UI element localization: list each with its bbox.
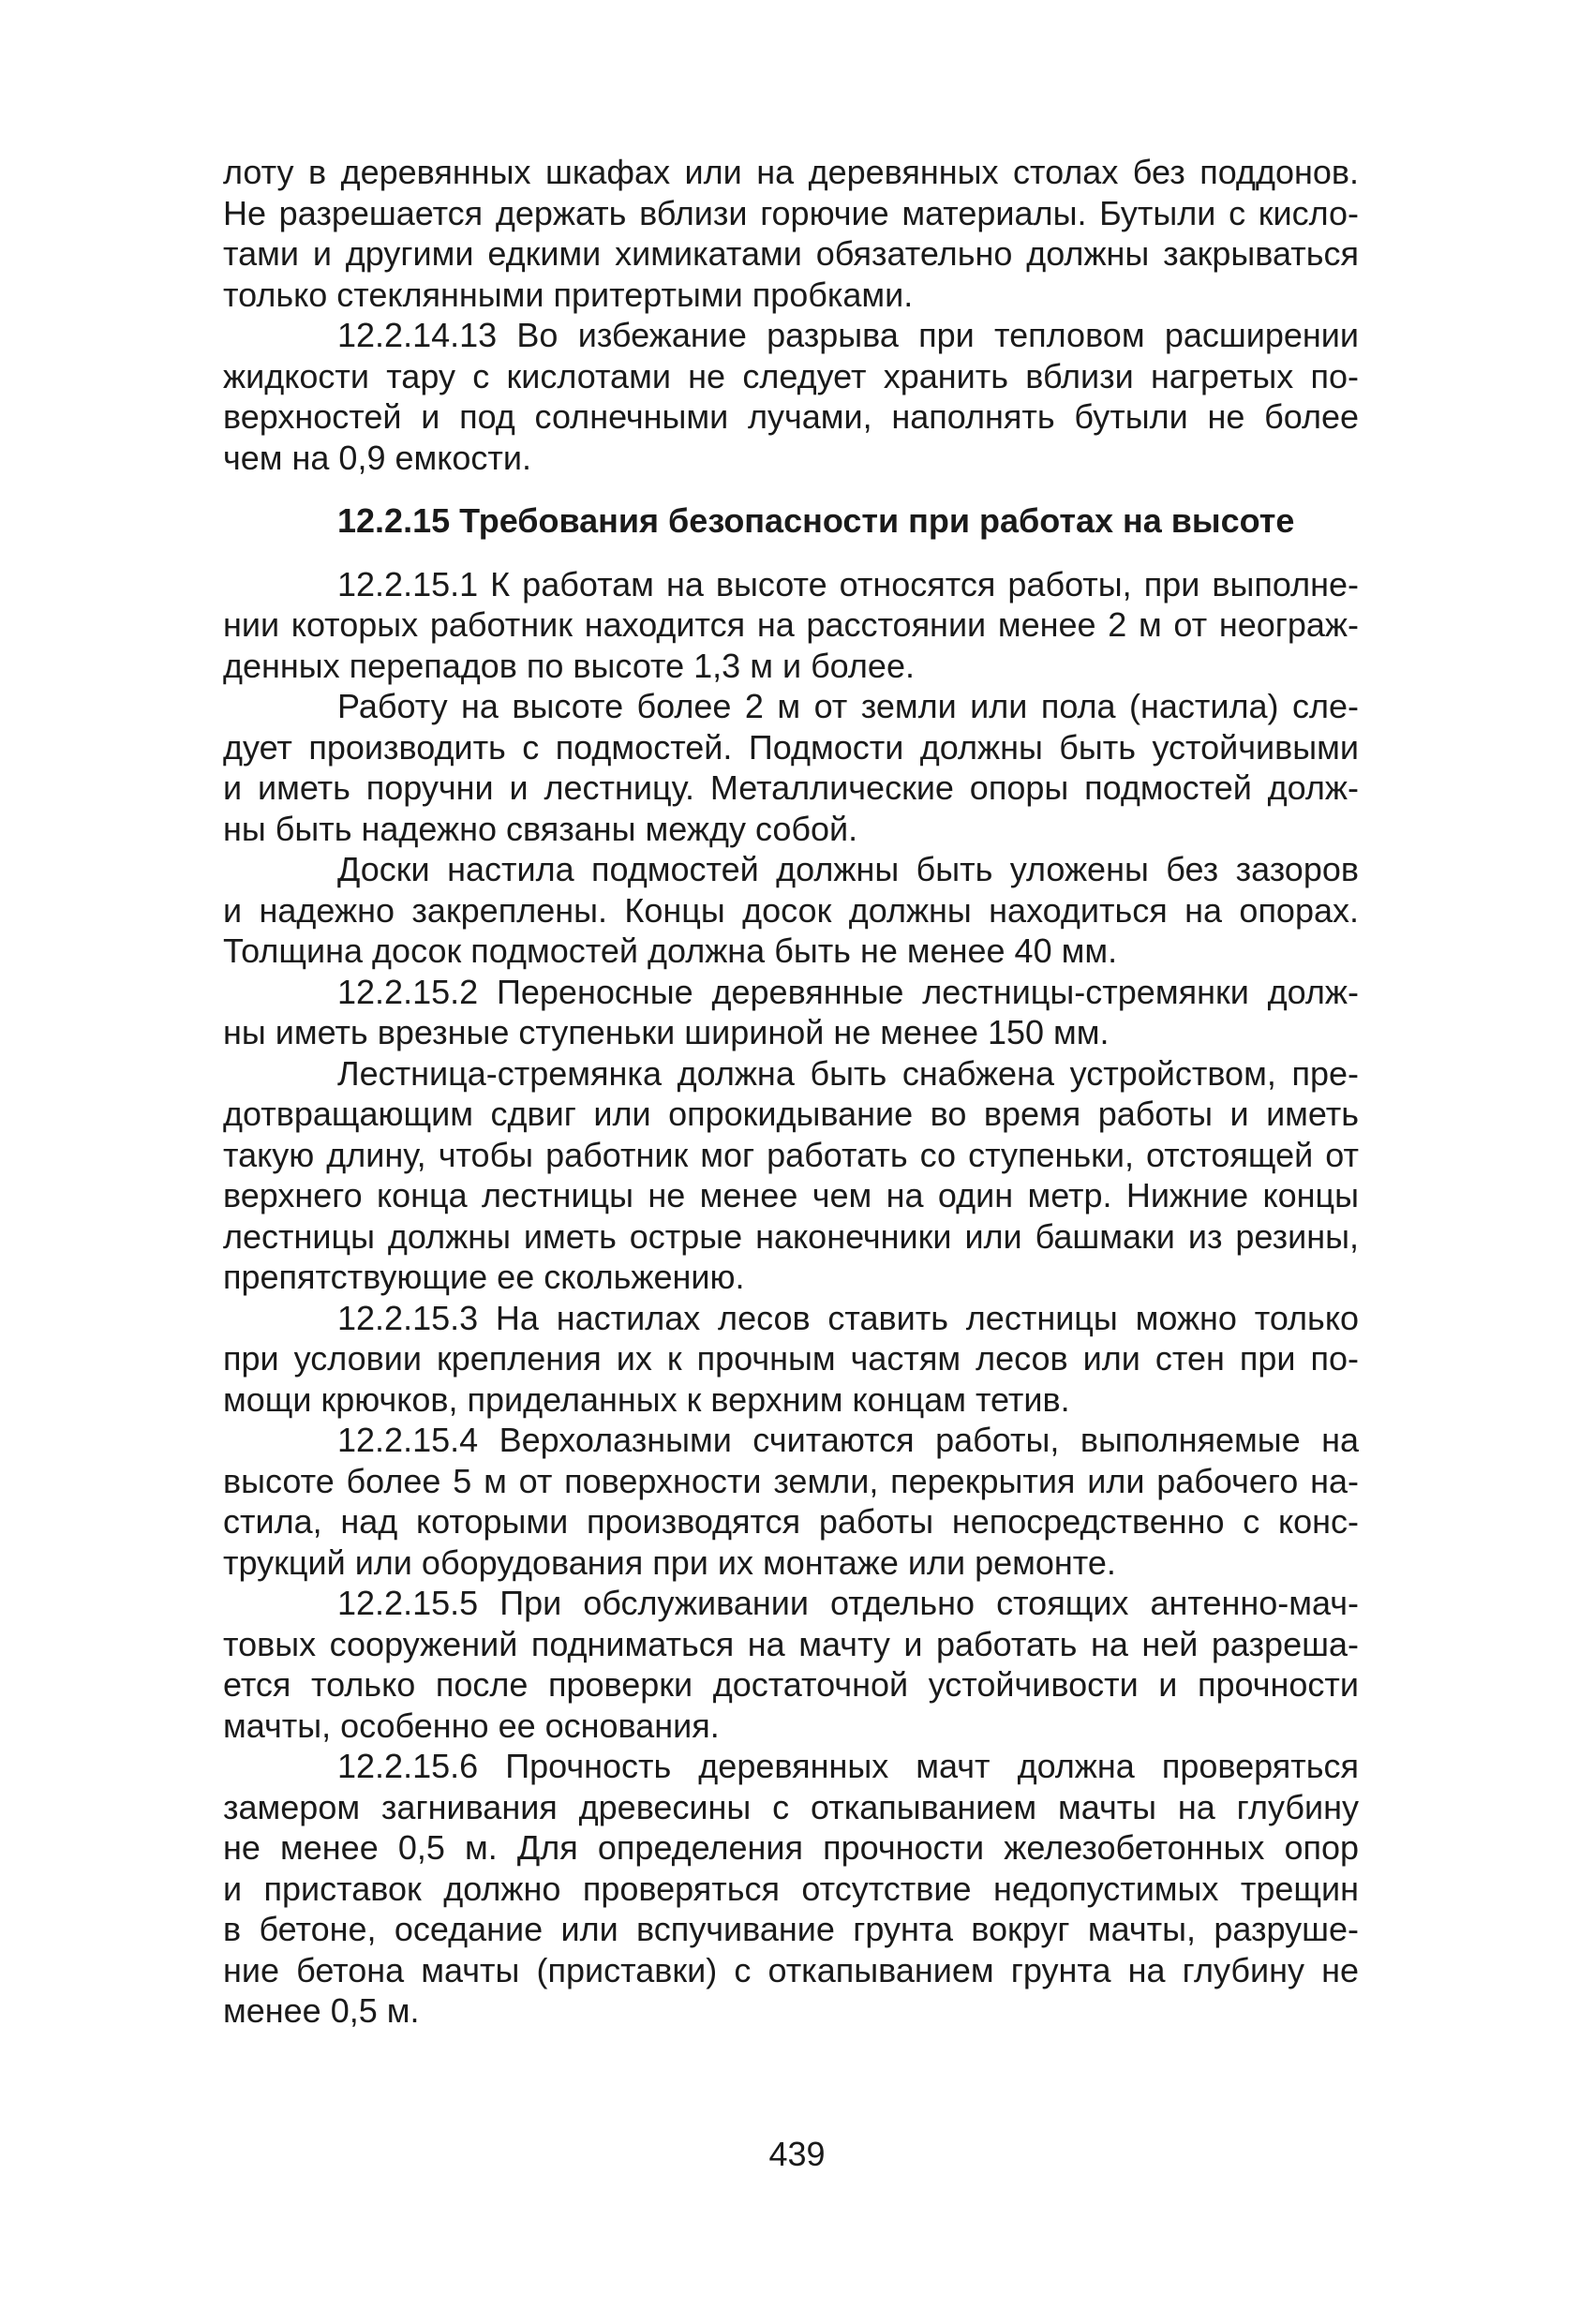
text-line: высоте более 5 м от поверхности земли, перекрытия или рабочего на- <box>223 1461 1359 1500</box>
text-line: жидкости тару с кислотами не следует хранить вблизи нагретых по- <box>223 356 1359 395</box>
text-line: чем на 0,9 емкости. <box>223 438 532 477</box>
text-line: Доски настила подмостей должны быть уложены без зазоров <box>337 850 1359 888</box>
text-line: ны быть надежно связаны между собой. <box>223 809 858 848</box>
text-line: мачты, особенно ее основания. <box>223 1706 720 1745</box>
text-line: дует производить с подмостей. Подмости должны быть устойчивыми <box>223 727 1359 767</box>
paragraph <box>223 1298 1359 1421</box>
text-line: Лестница-стремянка должна быть снабжена устройством, пре- <box>337 1053 1359 1093</box>
text-line: 12.2.15.3 На настилах лесов ставить лестницы можно только <box>337 1298 1359 1337</box>
text-line: лестницы должны иметь острые наконечники или башмаки из резины, <box>223 1216 1359 1256</box>
paragraph <box>223 1053 1359 1298</box>
text-line: такую длину, чтобы работник мог работать со ступеньки, отстоящей от <box>223 1135 1359 1174</box>
text-line: нии которых работник находится на расстоянии менее 2 м от неограж- <box>223 605 1359 644</box>
text-line: в бетоне, оседание или вспучивание грунта вокруг мачты, разруше- <box>223 1910 1359 1948</box>
text-line: дотвращающим сдвиг или опрокидывание во время работы и иметь <box>223 1095 1359 1133</box>
text-line: мощи крючков, приделанных к верхним концам тетив. <box>223 1379 1070 1419</box>
text-line: верхностей и под солнечными лучами, наполнять бутыли не более <box>223 397 1359 436</box>
text-line: стила, над которыми производятся работы непосредственно с конс- <box>223 1502 1359 1541</box>
page-body <box>223 152 1359 2032</box>
text-line: ется только после проверки достаточной устойчивости и прочности <box>223 1665 1359 1704</box>
text-line: 12.2.15.2 Переносные деревянные лестницы-стремянки долж- <box>337 972 1359 1011</box>
text-line: тами и другими едкими химикатами обязательно должны закрываться <box>223 234 1359 273</box>
text-line: только стеклянными притертыми пробками. <box>223 275 914 314</box>
text-line: верхнего конца лестницы не менее чем на один метр. Нижние концы <box>223 1176 1359 1214</box>
paragraph <box>223 564 1359 687</box>
text-line: трукций или оборудования при их монтаже или ремонте. <box>223 1542 1116 1582</box>
text-line: Толщина досок подмостей должна быть не менее 40 мм. <box>223 931 1118 970</box>
text-line: и приставок должно проверяться отсутствие недопустимых трещин <box>223 1869 1359 1908</box>
section-heading: 12.2.15 Требования безопасности при работах на высоте <box>337 501 1295 540</box>
text-line: при условии крепления их к прочным частям лесов или стен при по- <box>223 1339 1359 1378</box>
paragraph <box>223 686 1359 849</box>
text-line: товых сооружений подниматься на мачту и работать на ней разреша- <box>223 1624 1359 1663</box>
text-line: денных перепадов по высоте 1,3 м и более. <box>223 646 915 685</box>
paragraph <box>223 315 1359 478</box>
paragraph <box>223 1583 1359 1746</box>
text-line: ние бетона мачты (приставки) с откапыванием грунта на глубину не <box>223 1950 1359 1989</box>
text-line: 12.2.14.13 Во избежание разрыва при тепловом расширении <box>337 316 1359 354</box>
text-line: лоту в деревянных шкафах или на деревянных столах без поддонов. <box>223 153 1359 191</box>
paragraph <box>223 972 1359 1053</box>
text-line: 12.2.15.1 К работам на высоте относятся работы, при выполне- <box>337 564 1359 603</box>
paragraph <box>223 1746 1359 2032</box>
text-line: 12.2.15.4 Верхолазными считаются работы, выполняемые на <box>337 1421 1359 1459</box>
paragraph <box>223 849 1359 972</box>
page-number: 439 <box>768 2135 826 2173</box>
text-line: и надежно закреплены. Концы досок должны находиться на опорах. <box>223 890 1359 930</box>
text-line: ны иметь врезные ступеньки шириной не менее 150 мм. <box>223 1013 1110 1051</box>
text-line: Работу на высоте более 2 м от земли или пола (настила) сле- <box>337 687 1359 725</box>
text-line: замером загнивания древесины с откапыванием мачты на глубину <box>223 1787 1359 1826</box>
text-line: Не разрешается держать вблизи горючие материалы. Бутыли с кисло- <box>223 193 1359 232</box>
paragraph <box>223 1420 1359 1583</box>
text-line: менее 0,5 м. <box>223 1991 420 2030</box>
text-line: и иметь поручни и лестницу. Металлические опоры подмостей долж- <box>223 768 1359 807</box>
text-line: 12.2.15.6 Прочность деревянных мачт должна проверяться <box>337 1747 1359 1785</box>
text-line: не менее 0,5 м. Для определения прочности железобетонных опор <box>223 1828 1359 1867</box>
text-line: препятствующие ее скольжению. <box>223 1258 745 1296</box>
paragraph <box>223 152 1359 315</box>
text-line: 12.2.15.5 При обслуживании отдельно стоящих антенно-мач- <box>337 1584 1359 1622</box>
